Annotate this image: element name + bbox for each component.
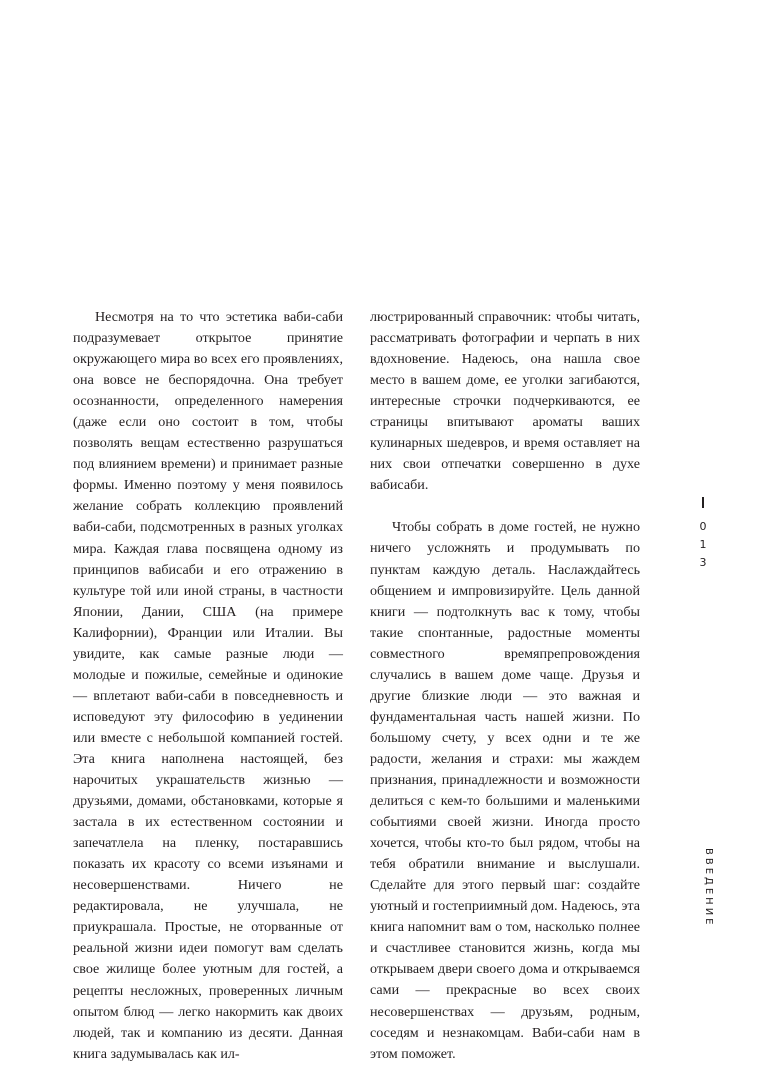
- paragraph: Чтобы собрать в доме гостей, не нужно ничего усложнять и продумывать по пунктам каждую деталь. Наслаждайтесь общением и импровизируйте. Цель данной книги — подтолкнуть вас к тому, чтобы такие спонтанные, радостные моменты совместного времяпрепровождения случались в вашем доме чаще. Друзья и другие близкие люди — это важная и фундаментальная часть нашей жизни. По большому счету, у всех одни и те же радости, желания и страхи: мы жаждем признания, принадлежности и возможности делиться с кем-то большими и маленькими событиями своей жизни. Иногда просто хочется, чтобы кто-то был рядом, чтобы на тебя обратили внимание и выслушали. Сделайте для этого первый шаг: создайте уютный и гостеприимный дом. Надеюсь, эта книга напомнит вам о том, насколько полнее и счастливее становится жизнь, когда мы открываем двери своего дома и открываемся сами — прекрасные во всех своих несовершенствах — друзьям, родным, соседям и незнакомцам. Ваби-саби нам в этом поможет.: [370, 519, 640, 1062]
- paragraph: Несмотря на то что эстетика ваби-саби подразумевает открытое принятие окружающего мира во всех его проявлениях, она вовсе не беспорядочна. Она требует осознанности, определенного намерения (даже если оно состоит в том, чтобы позволять вещам естественно разрушаться под влиянием времени) и принимает разные формы. Именно поэтому у меня появилось желание собрать коллекцию проявлений ваби-саби, подсмотренных в разных уголках мира. Каждая глава посвящена одному из принципов вабисаби и его отражению в культуре той или иной страны, в частности Японии, Дании, США (на примере Калифорнии), Франции или Италии. Вы увидите, как самые разные люди — молодые и пожилые, семейные и одинокие — вплетают ваби-саби в повседневность и исповедуют эту философию в уединении или вместе с небольшой компанией гостей. Эта книга наполнена настоящей, без нарочитых украшательств жизнью — друзьями, домами, обстановками, которые я застала в их естественном состоянии и запечатлела на пленку, постаравшись показать их красоту со всеми изъянами и несовершенствами. Ничего не редактировала, не улучшала, не приукрашала. Простые, не оторванные от реальной жизни идеи помогут вам сделать свое жилище более уютным для гостей, а рецепты несложных, проверенных личным опытом блюд — легко накормить как двоих людей, так и компанию из десяти. Данная книга задумывалась как ил-: [73, 309, 343, 1062]
- page-number-digit: 3: [699, 556, 707, 569]
- text-column-right: [370, 307, 640, 1065]
- section-label: ВВЕДЕНИЕ: [703, 848, 714, 928]
- text-column-left: [73, 307, 343, 1065]
- paragraph: люстрированный справочник: чтобы читать, рассматривать фотографии и черпать в них вдохновение. Надеюсь, она нашла свое место в вашем доме, ее уголки загибаются, интересные строчки подчеркиваются, ее страницы впитывают ароматы ваших кулинарных шедевров, и время оставляет на них свои отпечатки совершенно в духе вабисаби.: [370, 309, 640, 494]
- page-number-digit: 0: [699, 520, 707, 533]
- page-number: [696, 518, 710, 572]
- page-number-digit: 1: [699, 538, 707, 551]
- folio-marker: [702, 497, 704, 508]
